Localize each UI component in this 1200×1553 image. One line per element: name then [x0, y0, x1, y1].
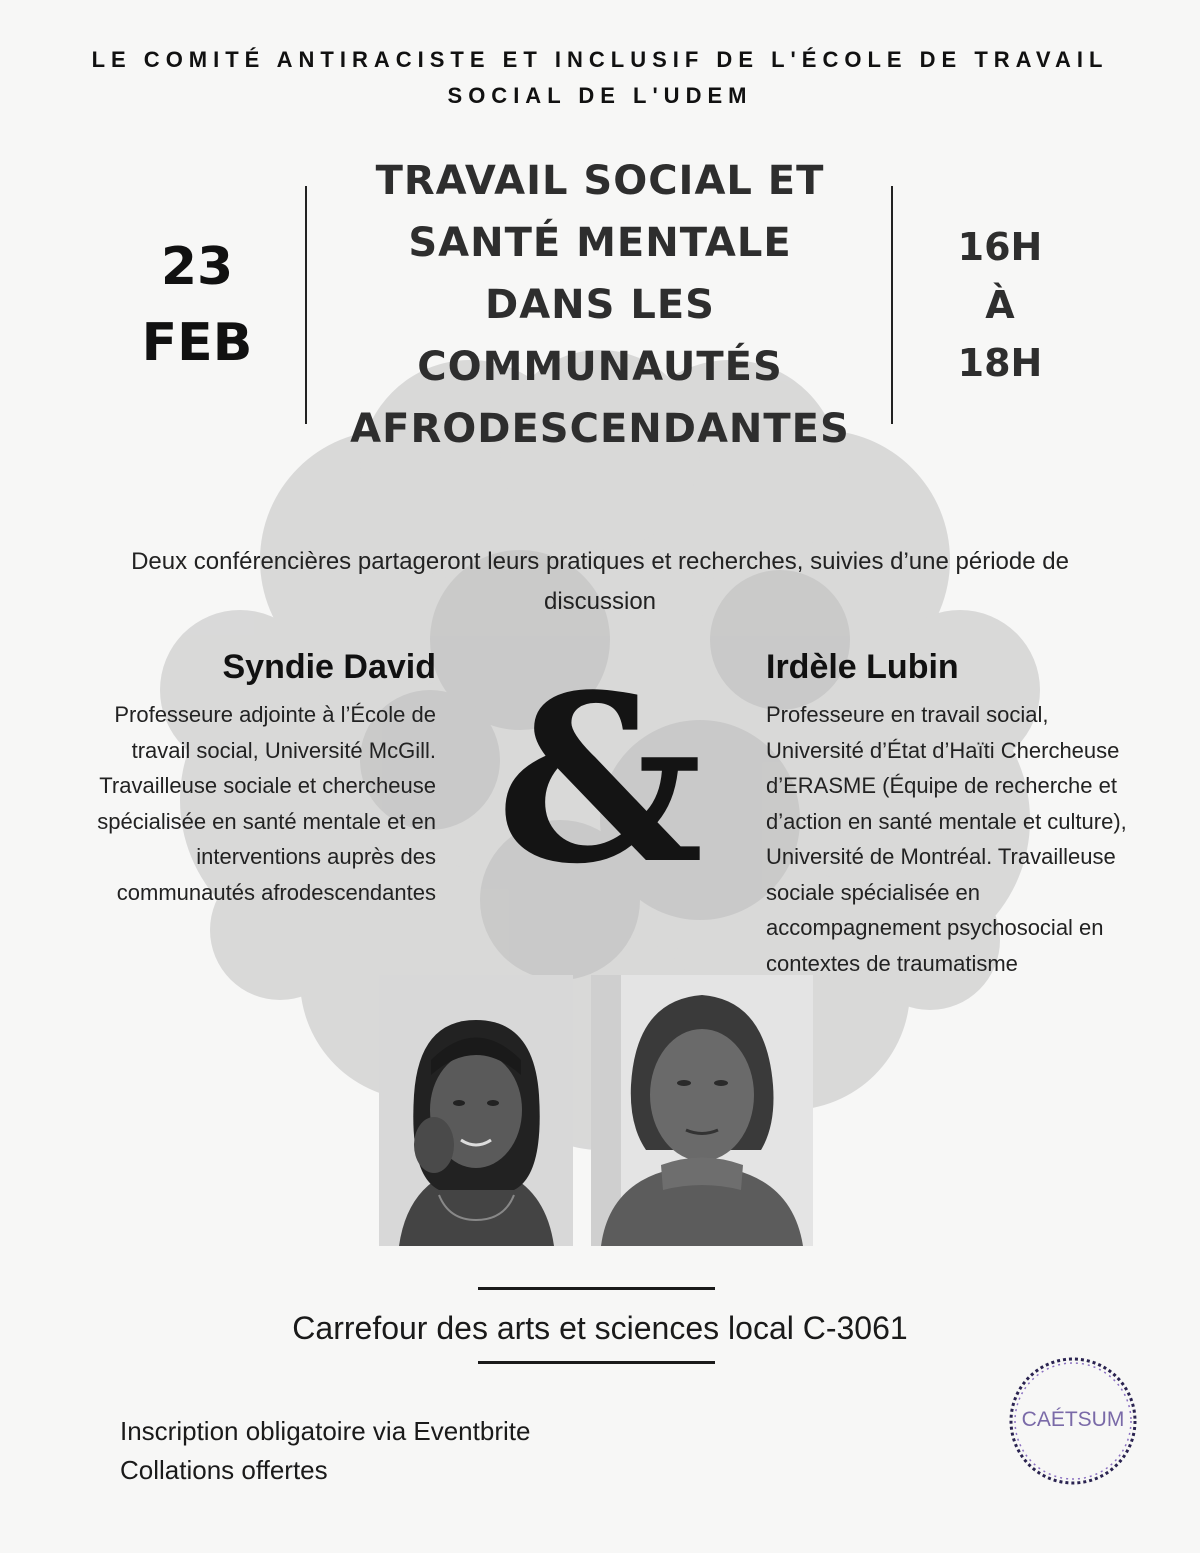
divider-right [891, 186, 893, 424]
event-time [900, 218, 1100, 392]
portrait-woman-icon [591, 975, 813, 1246]
time-separator: À [985, 283, 1015, 327]
time-end: 18H [957, 341, 1043, 385]
speaker-1-photo [379, 975, 573, 1246]
speaker-1-bio: Professeure adjointe à l’École de travail social, Université McGill. Travailleuse sociale et chercheuse spécialisée en santé mentale et en interventions auprès des communautés afrodescendantes [97, 702, 436, 905]
event-day: 23 [160, 237, 234, 297]
ampersand: & [496, 645, 704, 915]
title-line: AFRODESCENDANTES [350, 406, 850, 452]
portrait-woman-icon [379, 975, 573, 1246]
snacks-text: Collations offertes [120, 1455, 328, 1485]
venue-divider-bottom [478, 1361, 715, 1364]
registration-text: Inscription obligatoire via Eventbrite [120, 1416, 531, 1446]
caetsum-logo [1000, 1348, 1146, 1494]
speaker-2-name: Irdèle Lubin [766, 648, 959, 686]
divider-left [305, 186, 307, 424]
speaker-2-bio: Professeure en travail social, Université d’État d’Haïti Chercheuse d’ERASME (Équipe de recherche et d’action en santé mentale et culture), Université de Montréal. Travailleuse sociale spécialisée en accompagnement psychosocial en contextes de traumatisme [766, 702, 1127, 976]
title-line: COMMUNAUTÉS [417, 344, 783, 390]
intro-text: Deux conférencières partageront leurs pratiques et recherches, suivies d’une période de discussion [131, 548, 1069, 615]
organizer-heading: LE COMITÉ ANTIRACISTE ET INCLUSIF DE L'ÉCOLE DE TRAVAIL SOCIAL DE L'UDEM [91, 47, 1109, 108]
title-line: SANTÉ MENTALE [408, 220, 792, 266]
speaker-1-name: Syndie David [222, 648, 436, 686]
speaker-2-photo [591, 975, 813, 1246]
venue-text: Carrefour des arts et sciences local C-3061 [292, 1310, 908, 1346]
event-month: FEB [141, 313, 253, 373]
logo-text: CAÉTSUM [1021, 1408, 1125, 1431]
time-start: 16H [957, 225, 1043, 269]
event-title [310, 150, 890, 460]
venue-divider-top [478, 1287, 715, 1290]
title-line: DANS LES [485, 282, 715, 328]
title-line: TRAVAIL SOCIAL ET [375, 158, 825, 204]
